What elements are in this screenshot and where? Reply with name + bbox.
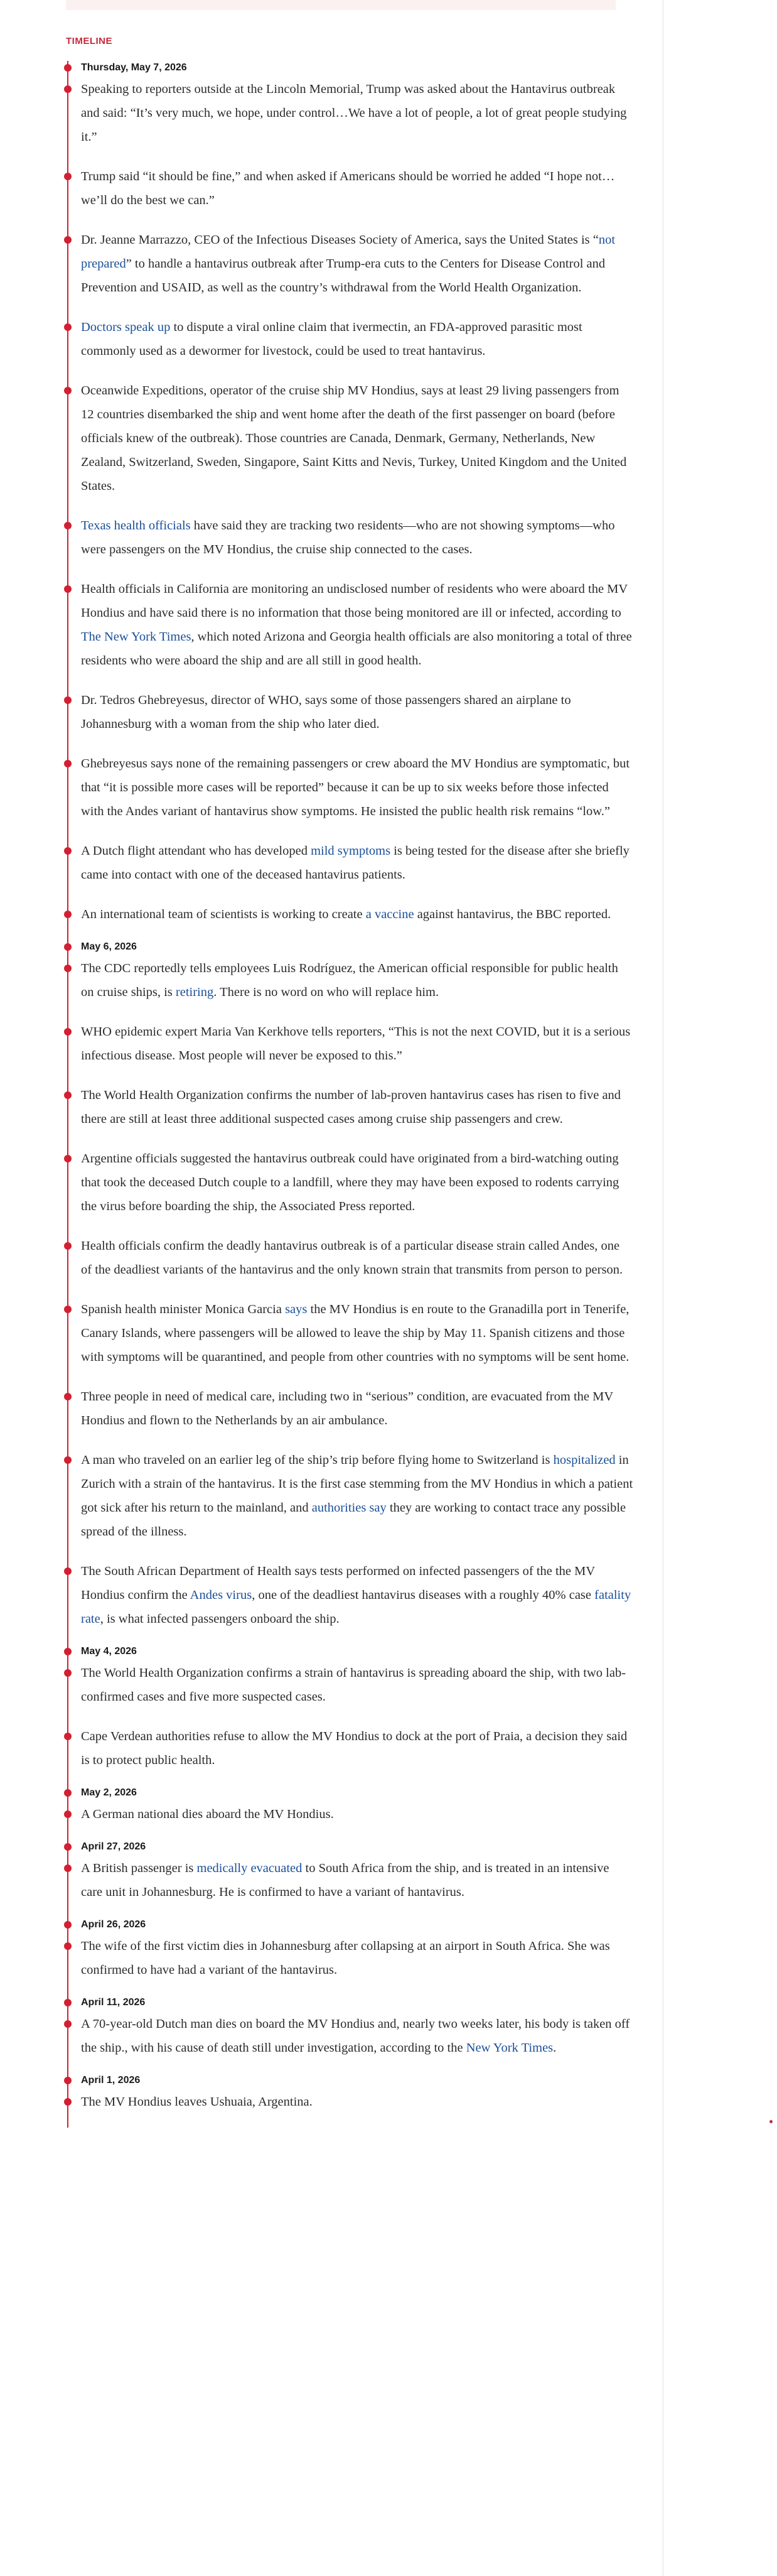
entry-text: is being tested for the disease after she briefly came into contact with one of the deceased hantavirus patients. bbox=[81, 844, 630, 882]
timeline-group bbox=[81, 940, 633, 1631]
entry-text: in Zurich with a strain of the hantavirus. It is the first case stemming from the MV Hondius in which a patient got sick after his return to the mainland, and bbox=[81, 1453, 633, 1515]
inline-link[interactable]: not prepared bbox=[81, 233, 616, 271]
timeline-entry bbox=[81, 1856, 633, 1904]
timeline-group bbox=[81, 1786, 633, 1826]
timeline-entry bbox=[81, 2012, 633, 2060]
entry-text: have said they are tracking two residents—who are not showing symptoms—who were passengers on the MV Hondius, the cruise ship connected to the cases. bbox=[81, 519, 615, 556]
inline-link[interactable]: medically evacuated bbox=[196, 1861, 303, 1875]
entry-text: A man who traveled on an earlier leg of the ship’s trip before flying home to Switzerland is bbox=[81, 1453, 554, 1467]
entry-text: against hantavirus, the BBC reported. bbox=[414, 907, 611, 921]
inline-link[interactable]: Doctors speak up bbox=[81, 320, 171, 334]
entry-text: The South African Department of Health says tests performed on infected passengers of the the MV Hondius confirm the bbox=[81, 1564, 595, 1602]
entry-text: to dispute a viral online claim that ivermectin, an FDA-approved parasitic most commonly used as a dewormer for livestock, could be used to treat hantavirus. bbox=[81, 320, 582, 358]
inline-link[interactable]: New York Times bbox=[466, 2041, 554, 2055]
timeline-entry bbox=[81, 315, 633, 363]
inline-link[interactable]: says bbox=[285, 1302, 308, 1316]
entry-text: Health officials in California are monitoring an undisclosed number of residents who were aboard the MV Hondius and have said there is no information that those being monitored are ill or infected, according to bbox=[81, 582, 628, 620]
timeline-entry bbox=[81, 514, 633, 561]
entry-text: , which noted Arizona and Georgia health officials are also monitoring a total of three residents who were aboard the ship and are all still in good health. bbox=[81, 630, 632, 668]
timeline-entry bbox=[81, 902, 633, 926]
timeline-entry bbox=[81, 165, 633, 212]
entry-text: Oceanwide Expeditions, operator of the cruise ship MV Hondius, says at least 29 living passengers from 12 countries disembarked the ship and went home after the death of the first passenger on board (before officials knew of the outbreak). Those countries are Canada, Denmark, Germany, Netherlands, New Zealand, Switzerland, Sweden, Singapore, Saint Kitts and Nevis, Turkey, United Kingdom and the United States. bbox=[81, 384, 627, 493]
timeline-date: April 27, 2026 bbox=[81, 1840, 633, 1854]
marker-dot bbox=[769, 2120, 773, 2123]
entry-text: to South Africa from the ship, and is treated in an intensive care unit in Johannesburg. He is confirmed to have a variant of hantavirus. bbox=[81, 1861, 609, 1899]
entry-text: The wife of the first victim dies in Johannesburg after collapsing at an airport in South Africa. She was confirmed to have had a variant of the hantavirus. bbox=[81, 1939, 610, 1977]
inline-link[interactable]: The New York Times bbox=[81, 630, 191, 644]
timeline-group bbox=[81, 1840, 633, 1904]
timeline-entry bbox=[81, 2090, 633, 2114]
timeline-entry bbox=[81, 752, 633, 823]
entry-text: they are working to contact trace any possible spread of the illness. bbox=[81, 1501, 626, 1539]
timeline-entry bbox=[81, 688, 633, 736]
timeline-entry bbox=[81, 1083, 633, 1131]
entry-text: Speaking to reporters outside at the Lincoln Memorial, Trump was asked about the Hantavirus outbreak and said: “It’s very much, we hope, under control…We have a lot of people, a lot of great people studying it.” bbox=[81, 82, 627, 144]
entry-text: A German national dies aboard the MV Hondius. bbox=[81, 1807, 334, 1821]
entry-text: Dr. Tedros Ghebreyesus, director of WHO, says some of those passengers shared an airplane to Johannesburg with a woman from the ship who later died. bbox=[81, 693, 571, 731]
entry-text: A Dutch flight attendant who has developed bbox=[81, 844, 311, 858]
entry-text: Three people in need of medical care, including two in “serious” condition, are evacuated from the MV Hondius and flown to the Netherlands by an air ambulance. bbox=[81, 1390, 613, 1427]
entry-text: An international team of scientists is working to create bbox=[81, 907, 366, 921]
timeline-date: Thursday, May 7, 2026 bbox=[81, 61, 633, 75]
timeline-group bbox=[81, 1645, 633, 1772]
entry-text: Argentine officials suggested the hantavirus outbreak could have originated from a bird-watching outing that took the deceased Dutch couple to a landfill, where they may have been exposed to rodents carrying the virus before boarding the ship, the Associated Press reported. bbox=[81, 1152, 619, 1213]
inline-link[interactable]: a vaccine bbox=[365, 907, 414, 921]
timeline-group bbox=[81, 2074, 633, 2114]
entry-text: Cape Verdean authorities refuse to allow the MV Hondius to dock at the port of Praia, a decision they said is to protect public health. bbox=[81, 1729, 628, 1767]
timeline-entry bbox=[81, 577, 633, 673]
entry-text: the MV Hondius is en route to the Granadilla port in Tenerife, Canary Islands, where passengers will be allowed to leave the ship by May 11. Spanish citizens and those with symptoms will be quarantined, and people from other countries with no symptoms will be sent home. bbox=[81, 1302, 630, 1364]
entry-text: The World Health Organization confirms the number of lab-proven hantavirus cases has risen to five and there are still at least three additional suspected cases among cruise ship passengers and crew. bbox=[81, 1088, 621, 1126]
entry-text: ” to handle a hantavirus outbreak after Trump-era cuts to the Centers for Disease Control and Prevention and USAID, as well as the country’s withdrawal from the World Health Organization. bbox=[81, 257, 606, 295]
timeline-entry bbox=[81, 1234, 633, 1282]
entry-text: WHO epidemic expert Maria Van Kerkhove tells reporters, “This is not the next COVID, but it is a serious infectious disease. Most people will never be exposed to this.” bbox=[81, 1025, 631, 1063]
timeline-date: April 1, 2026 bbox=[81, 2074, 633, 2087]
timeline-entry bbox=[81, 1020, 633, 1068]
timeline-entry bbox=[81, 1802, 633, 1826]
timeline-entry bbox=[81, 839, 633, 887]
entry-text: Dr. Jeanne Marrazzo, CEO of the Infectious Diseases Society of America, says the United States is “ bbox=[81, 233, 599, 247]
inline-link[interactable]: Texas health officials bbox=[81, 519, 191, 533]
timeline-group bbox=[81, 61, 633, 926]
entry-text: Trump said “it should be fine,” and when asked if Americans should be worried he added “I hope not…we’ll do the best we can.” bbox=[81, 170, 615, 207]
entry-text: Spanish health minister Monica Garcia bbox=[81, 1302, 286, 1316]
top-banner bbox=[66, 0, 616, 10]
timeline-entry bbox=[81, 1448, 633, 1544]
inline-link[interactable]: authorities say bbox=[311, 1501, 387, 1515]
entry-text: A British passenger is bbox=[81, 1861, 197, 1875]
inline-link[interactable]: Andes virus bbox=[190, 1588, 252, 1602]
timeline-entry bbox=[81, 77, 633, 149]
timeline-entry bbox=[81, 1559, 633, 1631]
entry-text: . There is no word on who will replace him. bbox=[213, 985, 439, 999]
entry-text: The MV Hondius leaves Ushuaia, Argentina. bbox=[81, 2095, 313, 2109]
timeline-entry bbox=[81, 1385, 633, 1432]
timeline-date: April 11, 2026 bbox=[81, 1996, 633, 2010]
timeline-entry bbox=[81, 1661, 633, 1709]
entry-text: . bbox=[553, 2041, 557, 2055]
timeline-entry bbox=[81, 1147, 633, 1218]
timeline-date: May 4, 2026 bbox=[81, 1645, 633, 1659]
timeline-group bbox=[81, 1996, 633, 2060]
timeline-entry bbox=[81, 228, 633, 300]
entry-text: The World Health Organization confirms a strain of hantavirus is spreading aboard the ship, with two lab-confirmed cases and five more suspected cases. bbox=[81, 1666, 626, 1704]
entry-text: Health officials confirm the deadly hantavirus outbreak is of a particular disease strain called Andes, one of the deadliest variants of the hantavirus and the only known strain that transmits from person to person. bbox=[81, 1239, 623, 1277]
entry-text: , is what infected passengers onboard the ship. bbox=[100, 1612, 340, 1626]
timeline-group bbox=[81, 1918, 633, 1982]
entry-text: A 70-year-old Dutch man dies on board the MV Hondius and, nearly two weeks later, his body is taken off the ship., with his cause of death still under investigation, according to the bbox=[81, 2017, 630, 2055]
section-label: TIMELINE bbox=[66, 36, 112, 46]
timeline-entry bbox=[81, 1297, 633, 1369]
timeline-entry bbox=[81, 1934, 633, 1982]
entry-text: The CDC reportedly tells employees Luis Rodríguez, the American official responsible for public health on cruise ships, is bbox=[81, 961, 618, 999]
timeline-entry bbox=[81, 956, 633, 1004]
timeline bbox=[67, 61, 633, 2128]
inline-link[interactable]: fatality rate bbox=[81, 1588, 631, 1626]
inline-link[interactable]: retiring bbox=[175, 985, 214, 999]
timeline-entry bbox=[81, 379, 633, 498]
timeline-date: April 26, 2026 bbox=[81, 1918, 633, 1932]
inline-link[interactable]: mild symptoms bbox=[311, 844, 391, 858]
inline-link[interactable]: hospitalized bbox=[553, 1453, 616, 1467]
entry-text: Ghebreyesus says none of the remaining passengers or crew aboard the MV Hondius are symptomatic, but that “it is possible more cases will be reported” because it can be up to six weeks before those infected with the Andes variant of hantavirus show symptoms. He insisted the public health risk remains “low.” bbox=[81, 757, 630, 818]
timeline-date: May 6, 2026 bbox=[81, 940, 633, 954]
timeline-entry bbox=[81, 1724, 633, 1772]
entry-text: , one of the deadliest hantavirus diseases with a roughly 40% case bbox=[252, 1588, 595, 1602]
timeline-date: May 2, 2026 bbox=[81, 1786, 633, 1800]
